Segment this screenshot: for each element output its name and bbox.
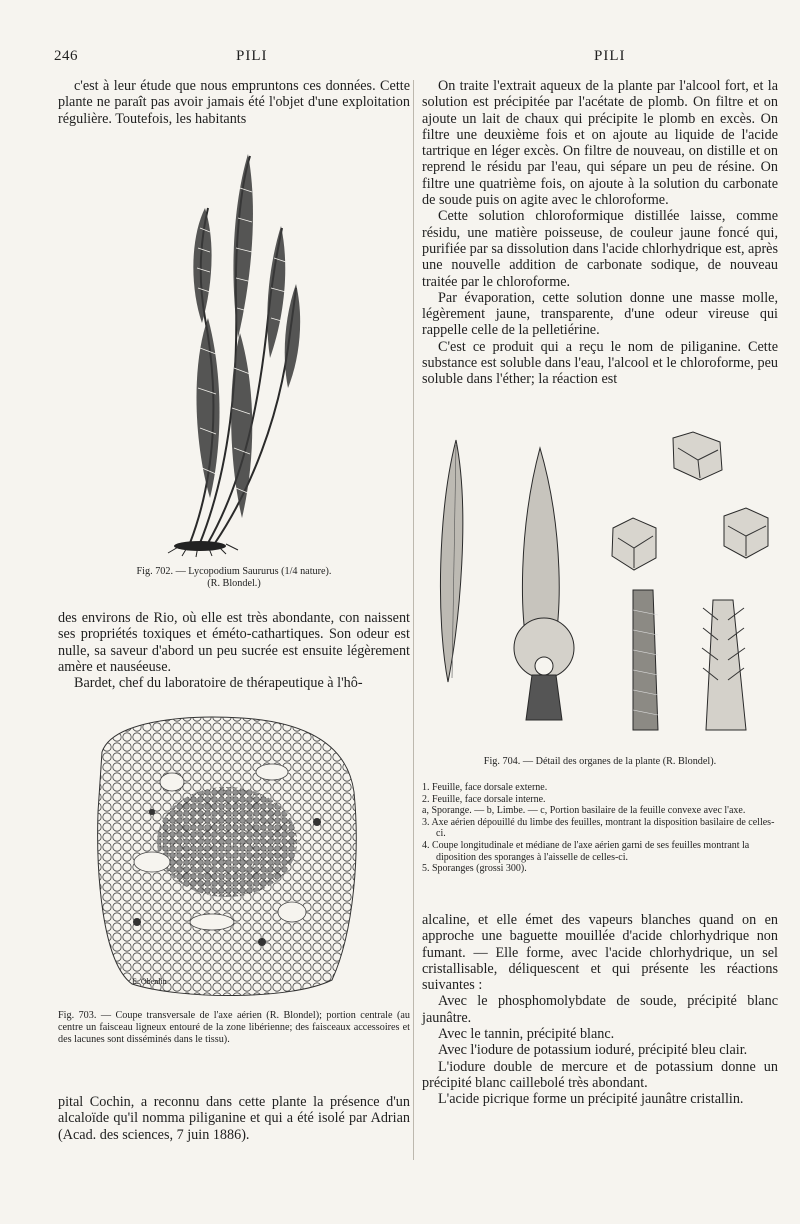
figure-704-organ-details [428, 420, 778, 750]
paragraph: C'est ce produit qui a reçu le nom de piliganine. Cette substance est soluble dans l'eau, l'alcool et le chloroforme, peu soluble dans l'éther; la réaction est [422, 338, 778, 388]
figure-702-plant-illustration [160, 148, 310, 558]
paragraph: Avec l'iodure de potassium ioduré, précipité bleu clair. [438, 1042, 748, 1059]
paragraph: c'est à leur étude que nous empruntons ces données. Cette plante ne paraît pas avoir jamais été l'objet d'une exploitation régulière. Toutefois, les habitants [58, 78, 410, 127]
caption-line: (R. Blondel.) [207, 578, 261, 589]
paragraph: Par évaporation, cette solution donne une masse molle, légèrement jaune, transparente, d'une odeur vireuse qui rappelle celle de la pelletiérine. [422, 289, 778, 339]
paragraph: Avec le tannin, précipité blanc. [438, 1026, 615, 1043]
paragraph: L'iodure double de mercure et de potassium donne un précipité blanc caillebolé très abondant. [422, 1058, 778, 1091]
page-number: 246 [54, 48, 78, 64]
legend-item: 3. Axe aérien dépouillé du limbe des feuilles, montrant la disposition basilaire de celles-ci. [422, 816, 775, 840]
legend-item: 5. Sporanges (grossi 300). [422, 863, 527, 875]
right-column-top-paragraphs [422, 78, 778, 388]
page-header [0, 48, 800, 68]
caption-line: Fig. 702. — Lycopodium Saururus (1/4 nature). [136, 566, 332, 577]
running-title-left: PILI [236, 48, 268, 64]
running-title-right: PILI [594, 48, 626, 64]
figure-702-caption [58, 566, 410, 590]
paragraph: Bardet, chef du laboratoire de thérapeutique à l'hô- [74, 675, 363, 692]
figure-704-legend [422, 782, 778, 875]
paragraph: alcaline, et elle émet des vapeurs blanches quand on en approche une baguette mouillée d'acide chlorhydrique non fumant. — Elle forme, avec l'acide chlorhydrique, un sel cristallisable, déliquescent et qui présente les réactions suivantes : [422, 912, 778, 994]
legend-item: a, Sporange. — b, Limbe. — c, Portion basilaire de la feuille convexe avec l'axe. [422, 805, 746, 817]
left-column-mid-paragraphs [58, 610, 410, 691]
paragraph: pital Cochin, a reconnu dans cette plante la présence d'un alcaloïde qu'il nomma piliganine et qui a été isolé par Adrian (Acad. des sciences, 7 juin 1886). [58, 1094, 410, 1143]
figure-703-caption [58, 1010, 410, 1046]
legend-item: 1. Feuille, face dorsale externe. [422, 782, 548, 793]
left-column-top-paragraph [58, 78, 410, 127]
paragraph: Cette solution chloroformique distillée laisse, comme résidu, une matière poisseuse, de couleur jaune foncé qui, purifiée par sa dissolution dans l'acide chlorhydrique est, après une nouvelle addition de carbonate sodique, de nouveau traitée par le chloroforme. [422, 208, 778, 290]
right-column-bottom-paragraphs [422, 912, 778, 1108]
column-divider [413, 80, 414, 1160]
left-column-bottom-paragraph [58, 1094, 410, 1143]
paragraph: Avec le phosphomolybdate de soude, précipité blanc jaunâtre. [422, 993, 778, 1026]
caption-title: Fig. 704. — Détail des organes de la plante (R. Blondel). [483, 756, 717, 767]
figure-703-cross-section [92, 712, 362, 1002]
figure-704-caption [422, 756, 778, 875]
paragraph: L'acide picrique forme un précipité jaunâtre cristallin. [438, 1091, 744, 1108]
paragraph: des environs de Rio, où elle est très abondante, con naissent ses propriétés toxiques et éméto-cathartiques. Son odeur est nulle, sa saveur d'abord un peu sucrée est ensuite légèrement amère et nauséeuse. [58, 610, 410, 675]
legend-item: 2. Feuille, face dorsale interne. [422, 793, 546, 805]
paragraph: On traite l'extrait aqueux de la plante par l'alcool fort, et la solution est précipitée par l'acétate de plomb. On filtre et on ajoute un lait de chaux qui précipite le plomb en excès. On filtre une deuxième fois et on ajoute au liquide de l'acide tartrique en léger excès. On filtre de nouveau, on distille et on reprend le résidu par l'eau, qui sépare un peu de résine. On filtre une quatrième fois, on ajoute à la solution du carbonate de soude puis on agite avec le chloroforme. [422, 78, 778, 209]
figure-703-artist-signature: E. Obenlin [132, 977, 167, 986]
caption-text: Fig. 703. — Coupe transversale de l'axe aérien (R. Blondel); portion centrale (au centre un faisceau ligneux entouré de la zone libérienne; des faisceaux accessoires et des lacunes sont disséminés dans le tissu). [58, 1010, 410, 1045]
legend-item: 4. Coupe longitudinale et médiane de l'axe aérien garni de ses feuilles montrant la diposition des sporanges à l'aisselle de celles-ci. [422, 839, 750, 863]
